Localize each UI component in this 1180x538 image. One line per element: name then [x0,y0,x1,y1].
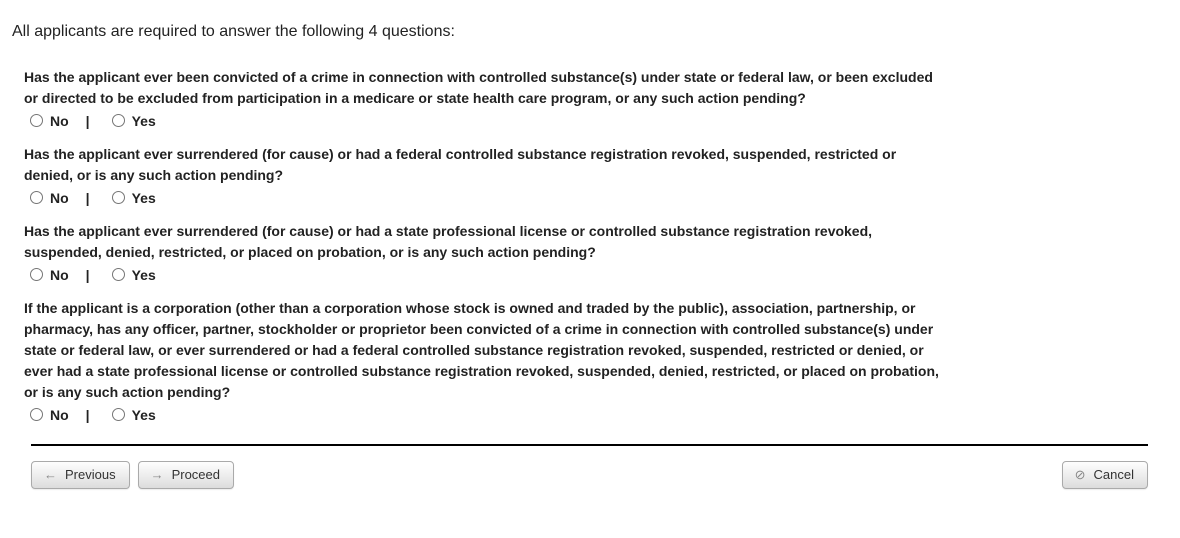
page-title: All applicants are required to answer the following 4 questions: [12,23,455,40]
question-4-text: If the applicant is a corporation (other than a corporation whose stock is owned and traded by the public), association, partnership, or pharmacy, has any officer, partner, stockholder or proprietor been convicted of a crime in connection with controlled substance(s) under state or federal law, or ever surrendered or had a federal controlled substance registration revoked, suspended, restricted or denied, or ever had a state professional license or controlled substance registration revoked, suspended, denied, restricted, or placed on probation, or is any such action pending? [24,300,939,400]
question-1-no-label[interactable]: No [50,112,69,129]
question-2-options [30,189,1180,206]
question-2-yes-radio[interactable] [112,191,125,204]
question-2-no-radio[interactable] [30,191,43,204]
option-separator: | [85,112,90,129]
question-4-yes-radio[interactable] [112,408,125,421]
question-3-yes-label[interactable]: Yes [131,266,156,283]
proceed-button-label: Proceed [171,467,220,482]
question-1 [24,67,1180,129]
cancel-button-label: Cancel [1093,467,1134,482]
questions-section [24,67,1180,423]
footer-divider [31,444,1148,446]
question-1-options [30,112,1180,129]
previous-button-label: Previous [65,467,116,482]
question-4-yes-label[interactable]: Yes [131,406,156,423]
question-1-no-radio[interactable] [30,114,43,127]
cancel-button[interactable] [1062,461,1148,489]
question-4-no-label[interactable]: No [50,406,69,423]
question-3 [24,221,1180,283]
right-arrow-icon: → [150,467,164,482]
previous-button[interactable] [31,461,130,489]
option-separator: | [85,266,90,283]
question-4-no-radio[interactable] [30,408,43,421]
option-separator: | [85,406,90,423]
question-1-text: Has the applicant ever been convicted of a crime in connection with controlled substance(s) under state or federal law, or been excluded or directed to be excluded from participation in a medicare or state health care program, or any such action pending? [24,69,933,106]
proceed-button[interactable] [138,461,234,489]
question-2-yes-label[interactable]: Yes [131,189,156,206]
question-3-options [30,266,1180,283]
question-2-no-label[interactable]: No [50,189,69,206]
left-arrow-icon: ← [44,467,57,482]
footer-bar [31,461,1148,489]
question-2 [24,144,1180,206]
question-3-no-radio[interactable] [30,268,43,281]
question-2-text: Has the applicant ever surrendered (for cause) or had a federal controlled substance registration revoked, suspended, restricted or denied, or is any such action pending? [24,146,897,183]
question-3-text: Has the applicant ever surrendered (for cause) or had a state professional license or controlled substance registration revoked, suspended, denied, restricted, or placed on probation, or is any such action pending? [24,223,873,260]
question-4-options [30,406,1180,423]
footer [31,444,1148,489]
question-4 [24,298,1180,423]
question-3-yes-radio[interactable] [112,268,125,281]
option-separator: | [85,189,90,206]
question-3-no-label[interactable]: No [50,266,69,283]
cancel-slash-icon: ⊘ [1074,467,1086,482]
question-1-yes-radio[interactable] [112,114,125,127]
question-1-yes-label[interactable]: Yes [131,112,156,129]
